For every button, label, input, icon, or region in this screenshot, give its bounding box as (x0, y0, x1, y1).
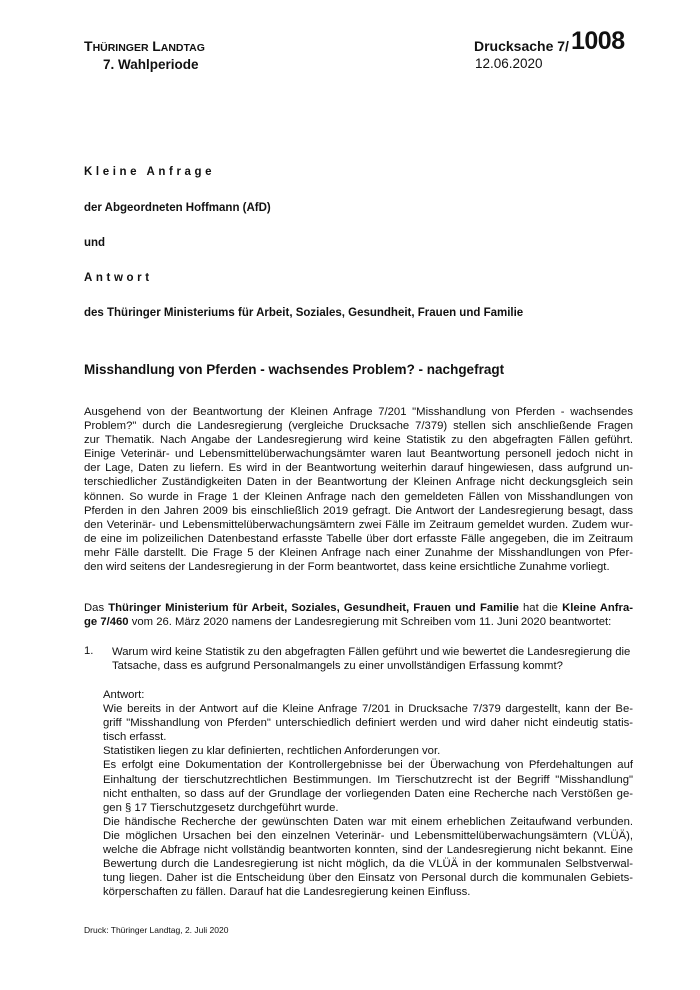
heading-antwort: Antwort (84, 272, 153, 284)
intro-line: können. So wurde in Frage 1 der Kleinen Anfrage nach den gemeldeten Fällen von Misshandlungen von (84, 490, 633, 503)
answer-line: Die händische Recherche der gewünschten Daten war mit einem erheblichen Zeitaufwand verbunden. (103, 815, 633, 828)
legislative-period: 7. Wahlperiode (103, 57, 199, 72)
statement-line: ge 7/460 vom 26. März 2020 namens der Landesregierung mit Schreiben vom 11. Juni 2020 beantwortet: (84, 616, 612, 629)
intro-line: Einige Veterinär- und Lebensmittelüberwachungsämter waren laut Beantwortung personell jedoch nicht in (84, 448, 633, 461)
answer-line: nicht enthalten, so dass auf der Grundlage der vorliegenden Daten eine Recherche nach Verstößen ge- (103, 787, 633, 800)
answer-line: Statistiken liegen zu klar definierten, rechtlichen Anforderungen vor. (103, 745, 441, 758)
intro-paragraph (84, 405, 633, 574)
print-footer: Druck: Thüringer Landtag, 2. Juli 2020 (84, 925, 229, 935)
answer-line: Es erfolgt eine Dokumentation der Kontrollergebnisse bei der Überwachung von Pferdehaltungen auf (103, 759, 633, 772)
heading-abgeordnete: der Abgeordneten Hoffmann (AfD) (84, 202, 271, 214)
heading-kleine-anfrage: Kleine Anfrage (84, 166, 216, 178)
answer-text (103, 702, 633, 899)
answer-line: welche die Abfrage nicht vollständig beantworten konnten, sind der Landesregierung nicht bekannt. Eine (103, 844, 633, 857)
parliament-name: THÜRINGER LANDTAG (84, 38, 205, 54)
answer-line: Einhaltung der tierschutzrechtlichen Bestimmungen. Im Tierschutzrecht ist der Begriff "Misshandlung" (103, 773, 633, 786)
intro-line: der Lage, Daten zu liefern. Es wird in der Beantwortung weiterhin darauf hingewiesen, dass aufgrund un- (84, 462, 633, 475)
answer-label: Antwort: (103, 689, 145, 701)
question-line: Warum wird keine Statistik zu den abgefragten Fällen geführt und wie bewertet die Landesregierung die (112, 646, 631, 658)
answer-line: Die möglichen Ursachen bei den einzelnen Veterinär- und Lebensmittelüberwachungsämtern (VLÜÄ), (103, 829, 633, 842)
intro-line: Ausgehend von der Beantwortung der Kleinen Anfrage 7/201 "Misshandlung von Pferden - wachsendes (84, 406, 633, 418)
intro-line: den wird seitens der Landesregierung in der Form beantwortet, dass keine ersichtliche Zunahme vorliegt. (84, 561, 610, 574)
intro-line: de eine im polizeilichen Datenbestand erfasste Tabelle über dort erfasste Fälle angegeben, die im Zeitraum (84, 532, 633, 545)
document-title: Misshandlung von Pferden - wachsendes Problem? - nachgefragt (84, 362, 505, 377)
answer-line: körperschaften zu fällen. Darauf hat die Landesregierung keinen Einfluss. (103, 886, 471, 899)
answer-line: gen § 17 Tierschutzgesetz durchgeführt wurde. (103, 801, 339, 814)
intro-line: zur Thematik. Nach Angabe der Landesregierung wird keine Statistik zu den abgefragten Fällen geführt. (84, 434, 633, 447)
intro-line: mehr Fälle darstellt. Die Frage 5 der Kleinen Anfrage nach einer Zunahme der Misshandlungen von Pfer- (84, 546, 633, 559)
drucksache-number: 1008 (571, 27, 625, 55)
heading-und: und (84, 237, 106, 249)
intro-line: terschiedlicher Zuständigkeiten Daten in der Beantwortung der Kleinen Anfrage nicht deckungsgleich sein (84, 476, 633, 489)
drucksache-label: Drucksache 7/ (474, 38, 569, 54)
intro-line: Pferden in den Jahren 2009 bis einschließlich 2019 gefragt. Die Antwort der Landesregierung besagt, dass (84, 504, 633, 517)
question-line: Tatsache, dass es aufgrund Personalmangels zu einer unvollständigen Erfassung kommt? (112, 660, 563, 673)
question-text (112, 645, 633, 673)
answer-line: tisch erfasst. (103, 731, 167, 744)
statement-line: Das Thüringer Ministerium für Arbeit, Soziales, Gesundheit, Frauen und Familie hat die Kleine Anfra- (84, 602, 634, 614)
document-date: 12.06.2020 (475, 56, 543, 71)
answer-line: tung liegen. Daher ist die Entscheidung über den Einsatz von Personal durch die kommunalen Gebiets- (103, 872, 633, 885)
question-number: 1. (84, 645, 94, 657)
answer-line: Bewertung durch die Landesregierung ist nicht möglich, da die VLÜÄ in der kommunalen Selbstverwal- (103, 858, 633, 871)
intro-line: Problem?" durch die Landesregierung (vergleiche Drucksache 7/379) stellen sich anschließende Fragen (84, 420, 633, 433)
statement-paragraph (84, 601, 633, 629)
intro-line: den Veterinär- und Lebensmittelüberwachungsämtern zwei Fälle im Zeitraum gemeldet wurden. Zudem wur- (84, 518, 633, 531)
answer-line: Wie bereits in der Antwort auf die Kleine Anfrage 7/201 in Drucksache 7/379 dargestellt, kann der Be- (103, 703, 633, 716)
answer-line: griff "Misshandlung von Pferden" unterschiedlich definiert werden und wird daher nicht eindeutig statis- (103, 717, 633, 730)
answer-block (103, 688, 633, 899)
heading-ministerium: des Thüringer Ministeriums für Arbeit, Soziales, Gesundheit, Frauen und Familie (84, 307, 524, 319)
